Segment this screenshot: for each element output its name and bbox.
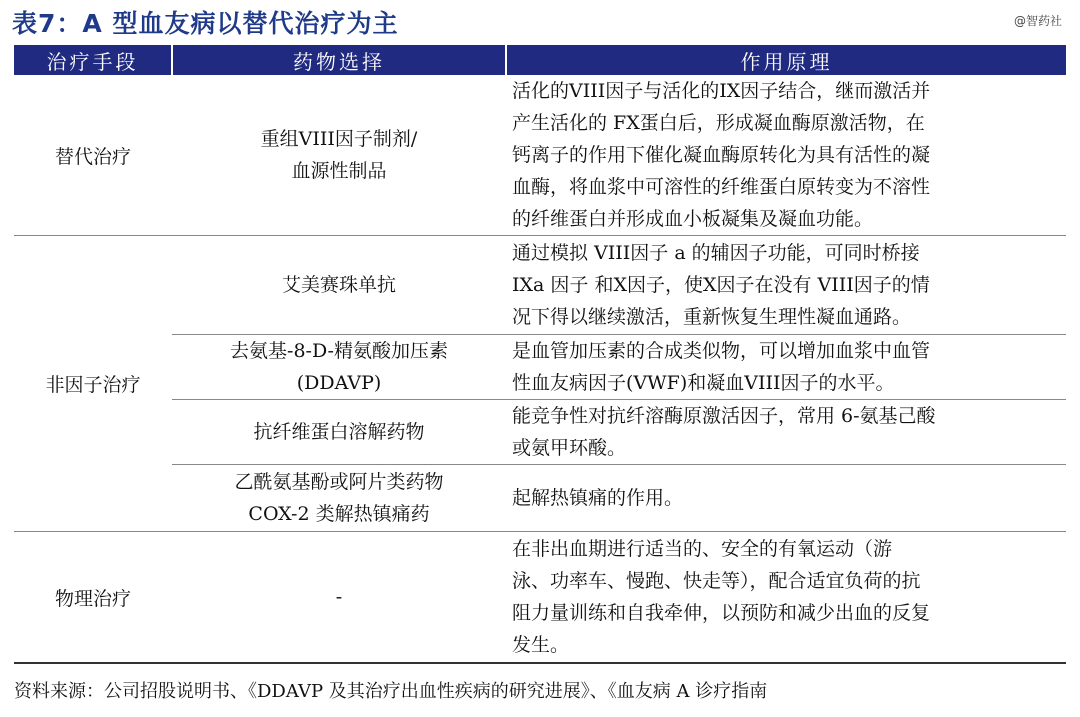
drug-line: - [335,586,343,608]
table-row [14,236,1066,335]
source-note: 资料来源：公司招股说明书、《DDAVP 及其治疗出血性疾病的研究进展》、《血友病 A 诊疗指南 [14,681,768,702]
mechanism-line: 钙离子的作用下催化凝血酶原转化为具有活性的凝 [512,144,931,166]
table-row [14,400,1066,465]
category-cell: 替代治疗 [54,145,131,168]
table-row [14,75,1066,236]
mechanism-cell [506,465,1066,532]
mechanism-cell [506,532,1066,664]
mechanism-line: 阻力量训练和自我牵伸，以预防和减少出血的反复 [512,602,931,624]
mechanism-line: 能竞争性对抗纤溶酶原激活因子，常用 6-氨基己酸 [512,405,936,427]
header-row [14,45,1066,75]
mechanism-line: 的纤维蛋白并形成血小板凝集及凝血功能。 [512,208,874,230]
mechanism-line: 活化的VIII因子与活化的IX因子结合，继而激活并 [512,80,931,102]
drug-line: 抗纤维蛋白溶解药物 [253,421,425,443]
mechanism-line: 或氨甲环酸。 [512,437,627,459]
mechanism-line: 发生。 [512,634,570,656]
drug-line: 去氨基-8-D-精氨酸加压素 [230,340,448,362]
drug-line: 重组VIII因子制剂/ [260,128,418,150]
drug-line: 艾美赛珠单抗 [281,274,396,296]
category-cell: 非因子治疗 [14,236,172,532]
drug-line: 血源性制品 [291,160,387,182]
category-cell: 物理治疗 [14,532,172,664]
drug-cell [172,465,506,532]
mechanism-cell [506,400,1066,465]
drug-cell [172,335,506,400]
drug-line: COX-2 类解热镇痛药 [248,503,430,525]
drug-cell [172,532,506,664]
mechanism-line: 泳、功率车、慢跑、快走等），配合适宜负荷的抗 [512,570,921,592]
drug-cell [172,75,506,236]
table-row [14,532,1066,664]
treatment-table [14,45,1066,664]
watermark: @智药社 [1013,14,1062,28]
header-drug: 药物选择 [172,45,506,75]
mechanism-line: 是血管加压素的合成类似物，可以增加血浆中血管 [512,340,931,362]
mechanism-line: IXa 因子 和X因子，使X因子在没有 VIII因子的情 [512,274,930,296]
mechanism-line: 血酶，将血浆中可溶性的纤维蛋白原转变为不溶性 [512,176,931,198]
drug-line: (DDAVP) [296,372,382,394]
mechanism-cell [506,75,1066,236]
drug-line: 乙酰氨基酚或阿片类药物 [234,471,444,493]
table-row [14,335,1066,400]
drug-cell [172,400,506,465]
header-treatment: 治疗手段 [14,45,172,75]
table-row [14,465,1066,532]
mechanism-line: 况下得以继续激活，重新恢复生理性凝血通路。 [512,306,912,328]
mechanism-line: 起解热镇痛的作用。 [512,487,684,509]
drug-cell [172,236,506,335]
mechanism-line: 通过模拟 VIII因子 a 的辅因子功能，可同时桥接 [512,242,920,264]
mechanism-line: 产生活化的 FX蛋白后，形成凝血酶原激活物，在 [512,112,925,134]
table-title: 表7：A 型血友病以替代治疗为主 [12,9,399,38]
header-mechanism: 作用原理 [506,45,1066,75]
mechanism-line: 在非出血期进行适当的、安全的有氧运动（游 [512,538,893,560]
mechanism-line: 性血友病因子(VWF)和凝血VIII因子的水平。 [512,372,895,394]
mechanism-cell [506,335,1066,400]
mechanism-cell [506,236,1066,335]
